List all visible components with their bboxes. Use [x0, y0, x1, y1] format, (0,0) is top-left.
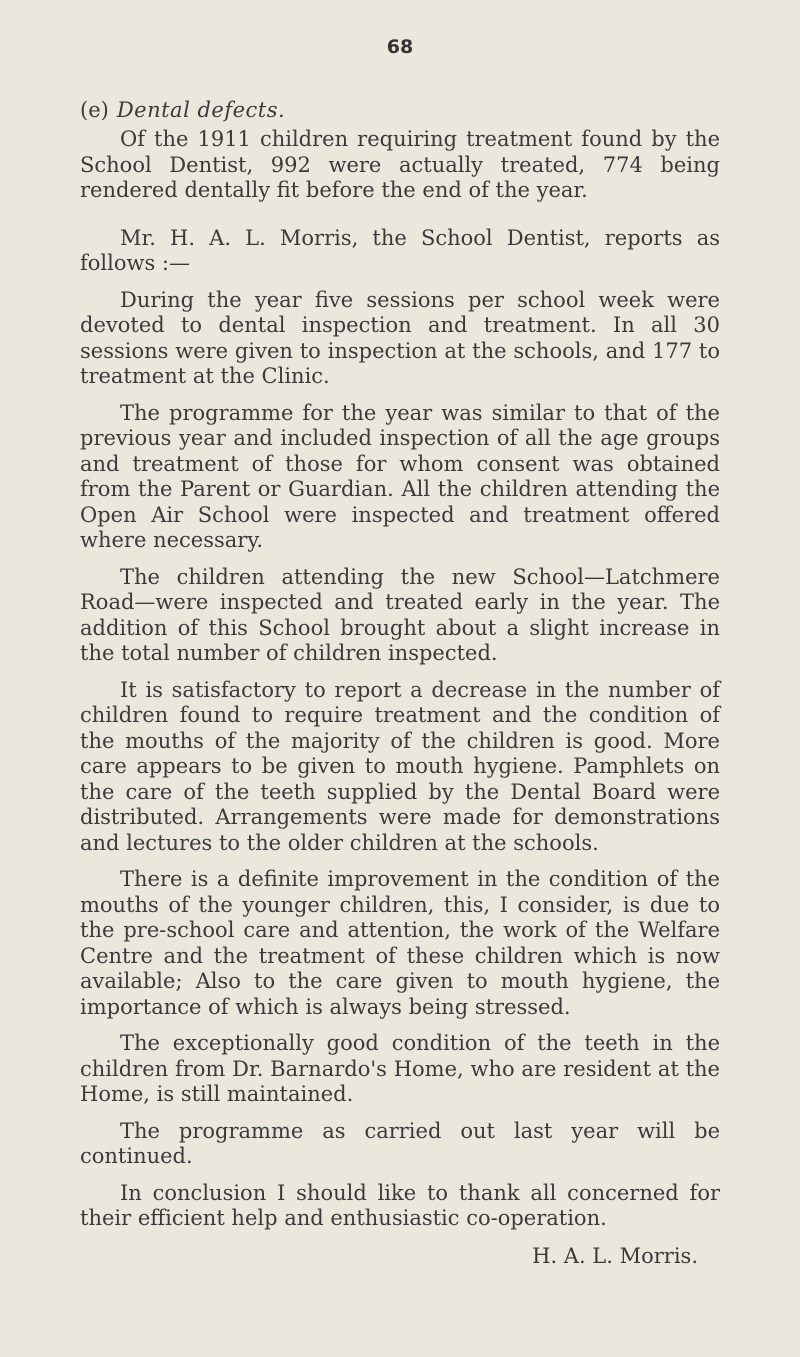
paragraph-dentist-report-intro: Mr. H. A. L. Morris, the School Dentist, reports as follows :— — [80, 225, 720, 275]
section-label: (e) — [80, 98, 109, 122]
document-body — [80, 97, 720, 1269]
section-heading — [80, 97, 720, 124]
paragraph-treatment-summary: Of the 1911 children requiring treatment found by the School Dentist, 992 were actually treated, 774 being rendered dentally fit before the end of the year. — [80, 127, 720, 202]
paragraph-new-school: The children attending the new School—Latchmere Road—were inspected and treated early in the year. The addition of this School brought about a slight increase in the total number of children inspected. — [80, 564, 720, 665]
paragraph-programme: The programme for the year was similar to that of the previous year and included inspection of all the age groups and treatment of those for whom consent was obtained from the Parent or Guardian. All the children attending the Open Air School were inspected and treatment offered where necessary. — [80, 400, 720, 552]
paragraph-conclusion: In conclusion I should like to thank all concerned for their efficient help and enthusiastic co-operation. — [80, 1180, 720, 1230]
paragraph-continued: The programme as carried out last year will be continued. — [80, 1118, 720, 1168]
paragraph-decrease: It is satisfactory to report a decrease in the number of children found to require treatment and the condition of the mouths of the majority of the children is good. More care appears to be given to mouth hygiene. Pamphlets on the care of the teeth supplied by the Dental Board were distributed. Arrangements were made for demonstrations and lectures to the older children at the schools. — [80, 677, 720, 855]
page-number: 68 — [386, 36, 414, 58]
paragraph-sessions: During the year five sessions per school week were devoted to dental inspection and treatment. In all 30 sessions were given to inspection at the schools, and 177 to treatment at the Clinic. — [80, 287, 720, 388]
section-title: Dental defects. — [116, 98, 286, 122]
paragraph-improvement: There is a definite improvement in the condition of the mouths of the younger children, this, I consider, is due to the pre-school care and attention, the work of the Welfare Centre and the treatment of these children which is now available; Also to the care given to mouth hygiene, the importance of which is always being stressed. — [80, 867, 720, 1019]
paragraph-barnardo-home: The exceptionally good condition of the teeth in the children from Dr. Barnardo's Home, who are resident at the Home, is still maintained. — [80, 1031, 720, 1106]
signature: H. A. L. Morris. — [532, 1243, 698, 1268]
